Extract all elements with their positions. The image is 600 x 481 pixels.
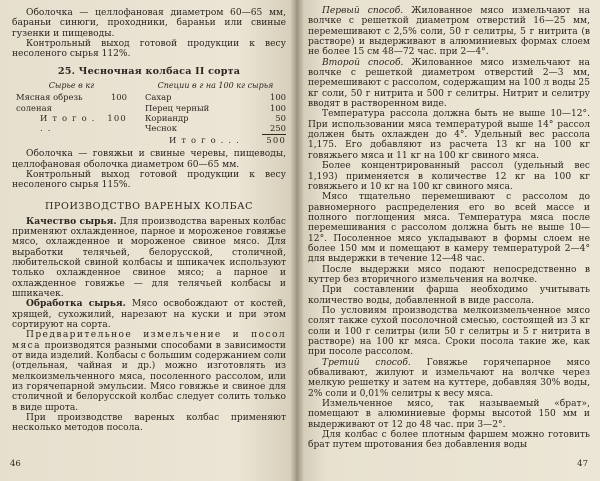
recipe-row [16,92,127,113]
paragraph [308,6,590,58]
recipe-row [145,103,286,113]
recipe-row [145,123,286,134]
recipe-total-row [145,135,286,145]
spice-amount: 100 [270,92,286,103]
total-label: И т о г о . . . [40,112,96,134]
spices-header: Специи в г на 100 кг сырья [157,80,274,90]
page-number: 46 [10,459,21,469]
paragraph: При составлении фарша необходимо учитывать количество воды, добавленной в виде рассола. [308,285,590,306]
paragraph: Мясо тщательно перемешивают с рассолом до равномерного распределения его во всей массе и полного поглощения мяса. Температура мяса после перемешивания с рассолом должна быть не выше 10—12°. Посоленное мясо укладывают в формы слоем не более 150 мм и помещают в камеру температурой 2—4° для выдержки в течение 12—48 час. [308,192,590,265]
paragraph: Температура рассола должна быть не выше 10—12°. При использовании мяса температурой выше 14° рассол должен быть охлажден до 4°. Удельный вес рассола 1,175. Его добавляют из расчета 13 кг на 100 кг говяжьего мяса и 11 кг на 100 кг свиного мяса. [308,109,590,161]
section-title: ПРОИЗВОДСТВО ВАРЕНЫХ КОЛБАС [44,200,254,212]
paragraph: Измельченное мясо, так называемый «брат», помещают в алюминиевые формы высотой 150 мм и выдерживают от 12 до 48 час. при 3—2°. [308,399,590,430]
paragraph-lead: Третий способ. [322,357,411,368]
paragraph [308,58,590,110]
recipe-total-row [16,113,127,134]
spice-name: Перец черный [144,102,210,113]
spice-name: Чеснок [144,123,177,134]
paragraph [12,217,286,300]
paragraph [12,299,286,330]
ingredient-name: Мясная обрезь соленая [16,92,83,113]
spice-amount: 50 [275,112,286,123]
paragraph-lead: Первый способ. [322,6,404,16]
paragraph: Оболочка — целлофановая диаметром 60—65 мм, бараньи синюги, проходники, бараньи или свиные гузенки и пищеводы. [12,8,286,39]
right-page [296,0,600,481]
recipe-table [12,81,286,145]
paragraph-lead: Второй способ. [322,57,404,68]
paragraph-lead: Обработка сырья. [26,298,126,310]
spice-name: Кориандр [144,112,189,123]
paragraph-text: Говяжье горячепарное мясо обваливают, жилуют и измельчают на волчке через мелкую решетку и затем на куттере, добавляя 30% воды, 2% соли и 0,01% селитры к весу мяса. [308,357,590,399]
paragraph-text: Жилованное мясо измельчают на волчке с решеткой диаметром отверстий 2—3 мм, перемешивают с рассолом, содержащим на 100 л воды 25 кг соли, 50 г нитрита и 500 г селитры. Нитрит и селитру вводят в растворенном виде. [308,57,590,110]
spices-column [127,81,286,145]
paragraph: По условиям производства мелкоизмельченное мясо солят также сухой посолочной смесью, состоящей из 3 кг соли и 100 г селитры (или 50 г селитры и 5 г нитрита в растворе) на 100 кг мяса. Сроки посола такие же, как при посоле рассолом. [308,305,590,358]
spice-name: Сахар [144,92,172,103]
recipe-row [145,113,286,123]
ingredient-amount: 100 [110,92,127,103]
spice-amount: 100 [270,102,286,113]
recipe-row [145,92,286,102]
page-number: 47 [577,459,588,469]
paragraph-lead: Качество сырья. [26,215,117,227]
paragraph: Оболочка — говяжьи и свиные черевы, пищеводы, целлофановая оболочка диаметром 60—65 мм. [12,149,286,170]
paragraph [308,358,590,399]
paragraph-lead: Предварительное измельчение и посол мяса [12,330,286,351]
total-amount: 100 [107,112,127,123]
paragraph: После выдержки мясо подают непосредственно в куттер без вторичного измельчения на волчке. [308,264,590,285]
paragraph: Контрольный выход готовой продукции к весу несоленого сырья 115%. [12,169,286,191]
paragraph: Более концентрированный рассол (удельный вес 1,193) применяется в количестве 12 кг на 100 кг говяжьего и 10 кг на 100 кг свиного мяса. [308,161,590,192]
paragraph-text: Для производства вареных колбас применяют охлажденное, парное и мороженое говяжье мясо, охлажденное и мороженое свиное мясо. Для выработки телячьей, белорусской, столичной, любительской свиной колбасы и шпикачек используют только охлажденное свиное мясо; а парное и охлажденное говяжье — для телячьей колбасы и шпикачек. [12,216,286,299]
paragraph: Для колбас с более плотным фаршем можно готовить брат путем шротования без добавления воды [308,430,590,451]
paragraph-text: производятся разными способами в зависимости от вида изделий. Колбасы с большим содержанием соли (отдельная, чайная и др.) можно изготовлять из мелкоизмельченного мяса, посоленного рассолом, или из горячепарной эмульсии. Мясо говяжье и свиное для столичной и белорусской колбас следует солить только в виде шрота. [12,340,286,413]
paragraph-text: Мясо освобождают от костей, хрящей, сухожилий, нарезают на куски и при этом сортируют на сорта. [12,299,286,330]
left-page [0,0,296,481]
raw-materials-header: Сырье в кг [48,80,95,90]
total-amount: 500 [266,134,286,145]
spice-amount: 250 [262,123,286,134]
paragraph: При производстве вареных колбас применяют несколько методов посола. [12,413,286,434]
raw-materials-column [12,81,127,145]
total-label: И т о г о . . . [168,134,240,145]
recipe-title: 25. Чесночная колбаса II сорта [57,65,241,77]
paragraph-text: Жилованное мясо измельчают на волчке с решеткой диаметром отверстий 16—25 мм, перемешивают с 2,5% соли, 50 г селитры, 5 г нитрита (в растворе) и выдерживают в алюминиевых формах слоем не более 15 см 48—72 час. при 2—4°. [308,6,590,58]
paragraph: Контрольный выход готовой продукции к весу несоленого сырья 112%. [12,39,286,60]
paragraph [12,330,286,413]
